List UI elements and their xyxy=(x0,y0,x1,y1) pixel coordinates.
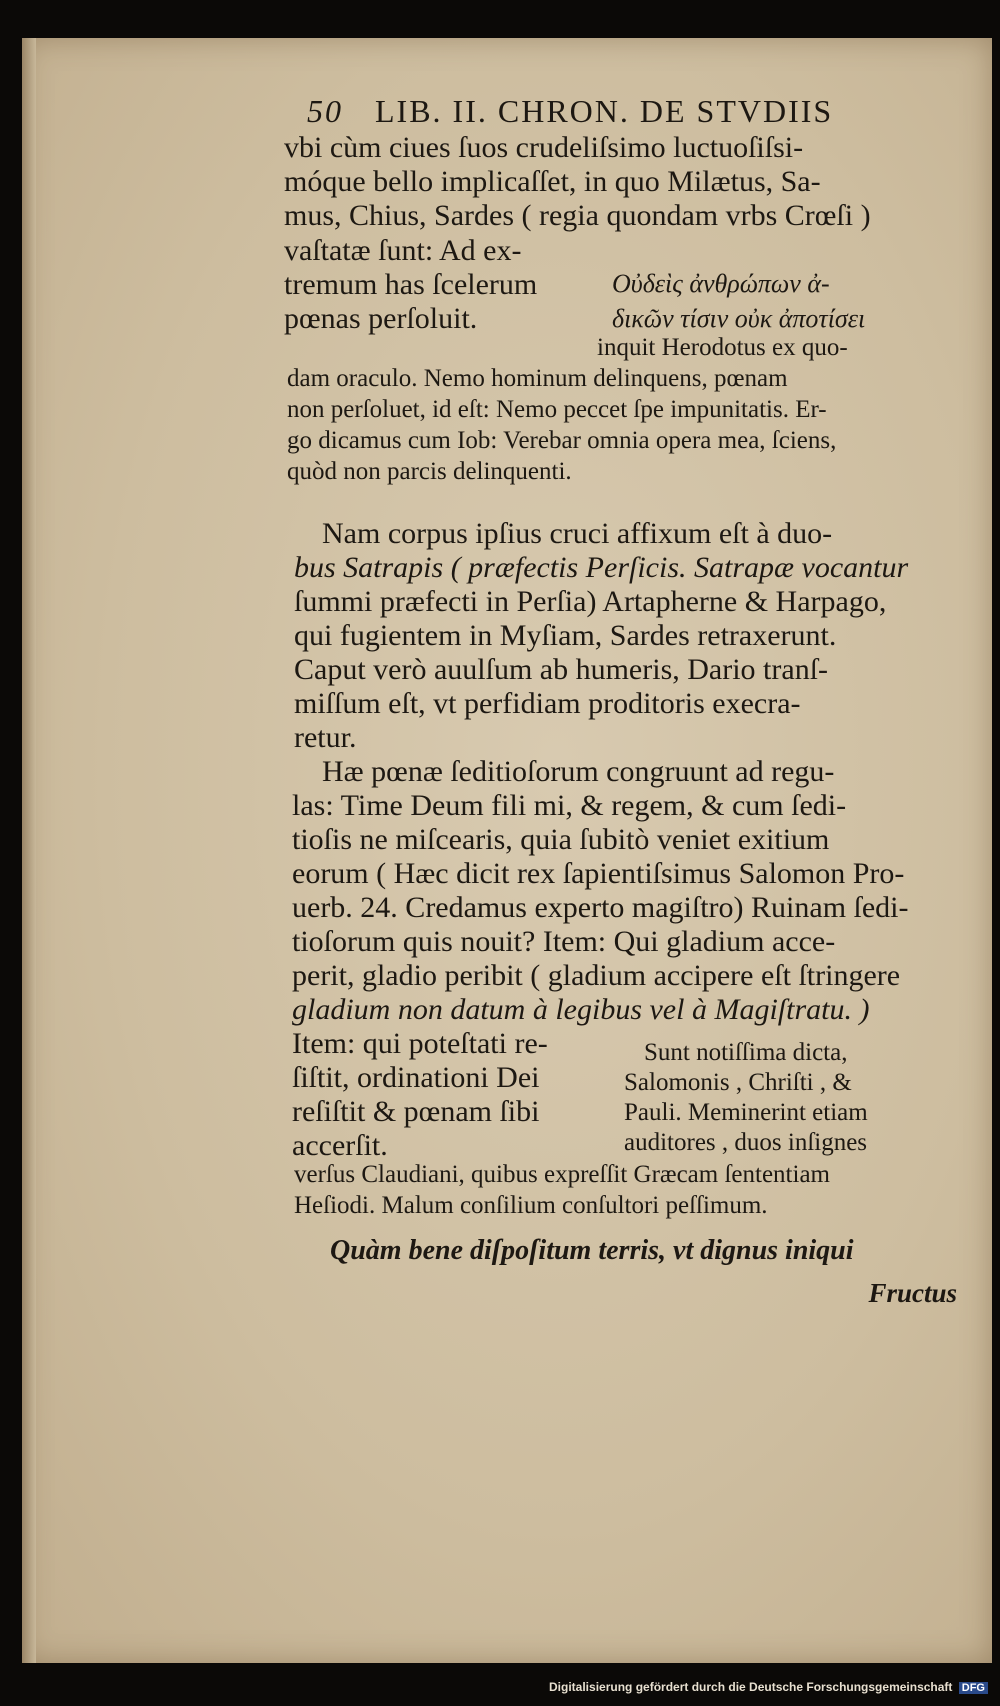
running-title: LIB. II. CHRON. DE STVDIIS xyxy=(375,93,834,129)
text-line: quòd non parcis delinquenti. xyxy=(287,458,572,485)
text-line: go dicamus cum Iob: Verebar omnia opera mea, ſciens, xyxy=(287,427,837,454)
catchword: Fructus xyxy=(868,1278,957,1308)
text-line: Sunt notiſſima dicta, xyxy=(644,1039,848,1066)
text-line: uerb. 24. Credamus experto magiſtro) Ruinam ſedi- xyxy=(292,891,909,924)
text-line: accerſit. xyxy=(292,1129,388,1162)
text-line: ſiſtit, ordinationi Dei xyxy=(292,1061,540,1094)
text-line: inquit Herodotus ex quo- xyxy=(597,334,848,361)
text-line: Pauli. Meminerint etiam xyxy=(624,1099,868,1126)
text-line: Nam corpus ipſius cruci affixum eſt à duo- xyxy=(322,517,833,550)
dfg-logo: DFG xyxy=(959,1682,988,1694)
text-line: perit, gladio peribit ( gladium accipere eſt ſtringere xyxy=(292,959,901,992)
text-line: las: Time Deum fili mi, & regem, & cum ſedi- xyxy=(292,789,847,822)
footer-credit xyxy=(0,1680,1000,1706)
text-line: auditores , duos inſignes xyxy=(624,1129,868,1156)
text-line: vaſtatæ ſunt: Ad ex- xyxy=(284,234,522,267)
page-number: 50 xyxy=(307,93,343,129)
footer-text: Digitalisierung gefördert durch die Deutsche Forschungsgemeinschaft xyxy=(549,1680,953,1694)
text-line: tremum has ſcelerum xyxy=(284,268,538,301)
text-line: dam oraculo. Nemo hominum delinquens, pœnam xyxy=(287,365,788,392)
verse-line xyxy=(330,1235,950,1267)
running-header xyxy=(307,93,907,130)
text-line: pœnas perſoluit. xyxy=(284,302,478,335)
text-line: tioſorum quis nouit? Item: Qui gladium acce- xyxy=(292,925,836,958)
text-line: Quàm bene diſpoſitum terris, vt dignus iniqui xyxy=(330,1235,854,1266)
text-line: non perſoluet, id eſt: Nemo peccet ſpe impunitatis. Er- xyxy=(287,396,827,423)
text-line: vbi cùm ciues ſuos crudeliſsimo luctuoſiſsi- xyxy=(284,131,804,164)
text-line: qui fugientem in Myſiam, Sardes retraxerunt. xyxy=(294,619,837,652)
text-line: ſummi præfecti in Perſia) Artapherne & Harpago, xyxy=(294,585,887,618)
book-page xyxy=(22,38,992,1663)
text-line: Hæ pœnæ ſeditioſorum congruunt ad regu- xyxy=(322,755,835,788)
text-line: eorum ( Hæc dicit rex ſapientiſsimus Salomon Pro- xyxy=(292,857,905,890)
text-line: retur. xyxy=(294,721,357,754)
page-gutter xyxy=(22,38,36,1663)
text-line: Caput verò auulſum ab humeris, Dario tranſ- xyxy=(294,653,829,686)
text-line: reſiſtit & pœnam ſibi xyxy=(292,1095,540,1128)
text-line: Heſiodi. Malum conſilium conſultori peſſimum. xyxy=(294,1192,768,1219)
text-line: miſſum eſt, vt perfidiam proditoris execra- xyxy=(294,687,801,720)
text-line: verſus Claudiani, quibus expreſſit Græcam ſententiam xyxy=(294,1161,830,1188)
text-line: mus, Chius, Sardes ( regia quondam vrbs Crœſi ) xyxy=(284,199,871,232)
text-line: Item: qui poteſtati re- xyxy=(292,1027,548,1060)
text-line: Salomonis , Chriſti , & xyxy=(624,1069,852,1096)
greek-line: Οὐδεὶς ἀνθρώπων ἀ- xyxy=(612,269,830,298)
text-line: gladium non datum à legibus vel à Magiſtratu. ) xyxy=(292,993,870,1026)
text-line: bus Satrapis ( præfectis Perſicis. Satrapæ vocantur xyxy=(294,551,909,584)
greek-line: δικῶν τίσιν οὐκ ἀποτίσει xyxy=(612,304,866,333)
text-line: móque bello implicaſſet, in quo Milætus, Sa- xyxy=(284,165,821,198)
text-line: tioſis ne miſcearis, quia ſubitò veniet exitium xyxy=(292,823,830,856)
